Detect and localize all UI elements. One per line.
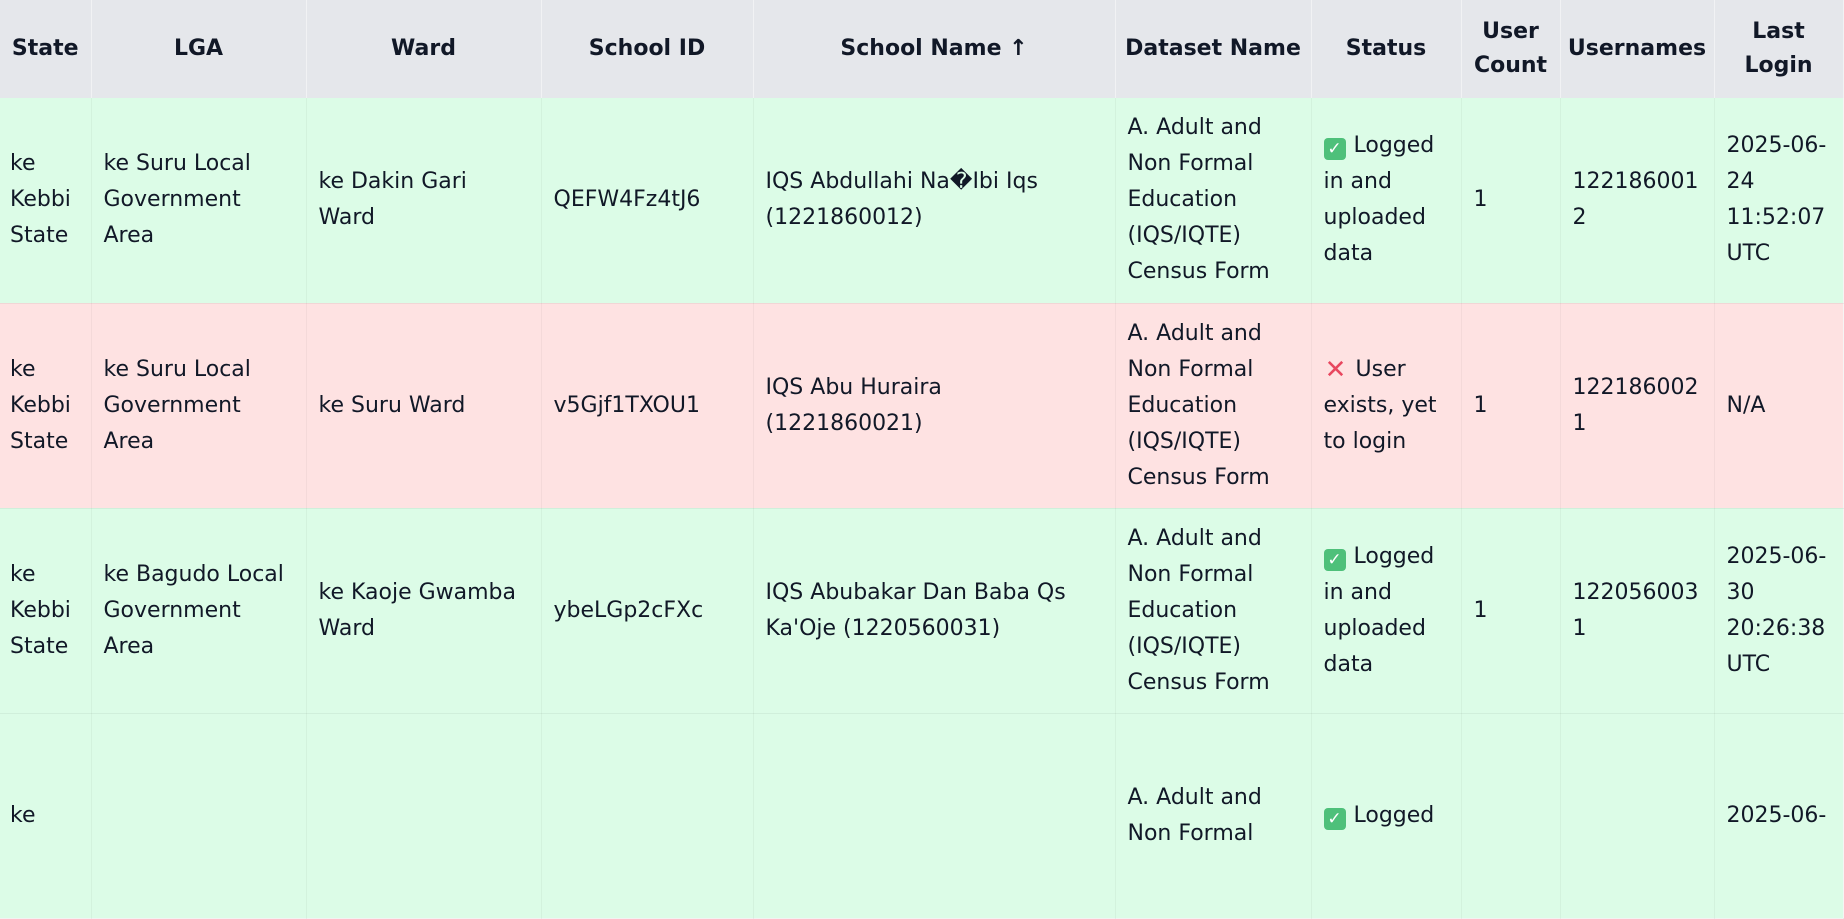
cell-status [1311, 713, 1461, 918]
cell-dataset-name: A. Adult and Non Formal Education (IQS/IQTE) Census Form [1115, 98, 1311, 303]
column-header-school-id[interactable]: School ID [541, 0, 753, 98]
cell-ward: ke Dakin Gari Ward [306, 98, 541, 303]
table-row [0, 98, 1843, 303]
cell-usernames: 1221860021 [1560, 303, 1714, 508]
cell-lga: ke Suru Local Government Area [91, 98, 306, 303]
cell-last-login: 2025-06-30 20:26:38 UTC [1714, 508, 1843, 713]
status-text: User exists, yet to login [1323, 356, 1437, 454]
status-text: Logged [1353, 802, 1435, 828]
status-text: Logged in and uploaded data [1323, 133, 1435, 267]
cell-state: ke Kebbi State [0, 303, 91, 508]
cell-usernames: 1220560031 [1560, 508, 1714, 713]
column-header-last-login[interactable]: Last Login [1714, 0, 1843, 98]
cross-mark-icon: ✕ [1324, 354, 1347, 385]
cell-usernames: 1221860012 [1560, 98, 1714, 303]
column-header-user-count[interactable]: User Count [1461, 0, 1560, 98]
cell-user-count: 1 [1461, 508, 1560, 713]
column-header-state[interactable]: State [0, 0, 91, 98]
cell-ward [306, 713, 541, 918]
check-mark-icon: ✓ [1324, 138, 1346, 160]
cell-school-id: v5Gjf1TXOU1 [541, 303, 753, 508]
cell-status [1311, 98, 1461, 303]
cell-user-count: 1 [1461, 303, 1560, 508]
cell-state: ke [0, 713, 91, 918]
cell-dataset-name: A. Adult and Non Formal Education (IQS/IQTE) Census Form [1115, 508, 1311, 713]
column-header-lga[interactable]: LGA [91, 0, 306, 98]
cell-school-name: IQS Abdullahi Na�Ibi Iqs (1221860012) [753, 98, 1115, 303]
cell-school-id: ybeLGp2cFXc [541, 508, 753, 713]
column-header-dataset-name[interactable]: Dataset Name [1115, 0, 1311, 98]
cell-last-login: N/A [1714, 303, 1843, 508]
column-header-ward[interactable]: Ward [306, 0, 541, 98]
cell-ward: ke Suru Ward [306, 303, 541, 508]
cell-dataset-name: A. Adult and Non Formal Education (IQS/IQTE) Census Form [1115, 303, 1311, 508]
cell-last-login: 2025-06-24 11:52:07 UTC [1714, 98, 1843, 303]
cell-school-id [541, 713, 753, 918]
column-header-school-name[interactable]: School Name ↑ [753, 0, 1115, 98]
status-text: Logged in and uploaded data [1323, 543, 1435, 677]
cell-state: ke Kebbi State [0, 98, 91, 303]
table-row [0, 713, 1843, 918]
cell-user-count: 1 [1461, 98, 1560, 303]
column-header-usernames[interactable]: Usernames [1560, 0, 1714, 98]
table-row [0, 303, 1843, 508]
cell-dataset-name: A. Adult and Non Formal [1115, 713, 1311, 918]
column-header-status[interactable]: Status [1311, 0, 1461, 98]
cell-school-name: IQS Abubakar Dan Baba Qs Ka'Oje (1220560031) [753, 508, 1115, 713]
cell-school-name [753, 713, 1115, 918]
cell-ward: ke Kaoje Gwamba Ward [306, 508, 541, 713]
header-row [0, 0, 1843, 98]
cell-last-login: 2025-06- [1714, 713, 1843, 918]
cell-lga: ke Suru Local Government Area [91, 303, 306, 508]
cell-user-count [1461, 713, 1560, 918]
check-mark-icon: ✓ [1324, 808, 1346, 830]
cell-status [1311, 508, 1461, 713]
check-mark-icon: ✓ [1324, 549, 1346, 571]
cell-lga: ke Bagudo Local Government Area [91, 508, 306, 713]
cell-state: ke Kebbi State [0, 508, 91, 713]
cell-lga [91, 713, 306, 918]
cell-usernames [1560, 713, 1714, 918]
cell-status [1311, 303, 1461, 508]
cell-school-name: IQS Abu Huraira (1221860021) [753, 303, 1115, 508]
cell-school-id: QEFW4Fz4tJ6 [541, 98, 753, 303]
table-row [0, 508, 1843, 713]
